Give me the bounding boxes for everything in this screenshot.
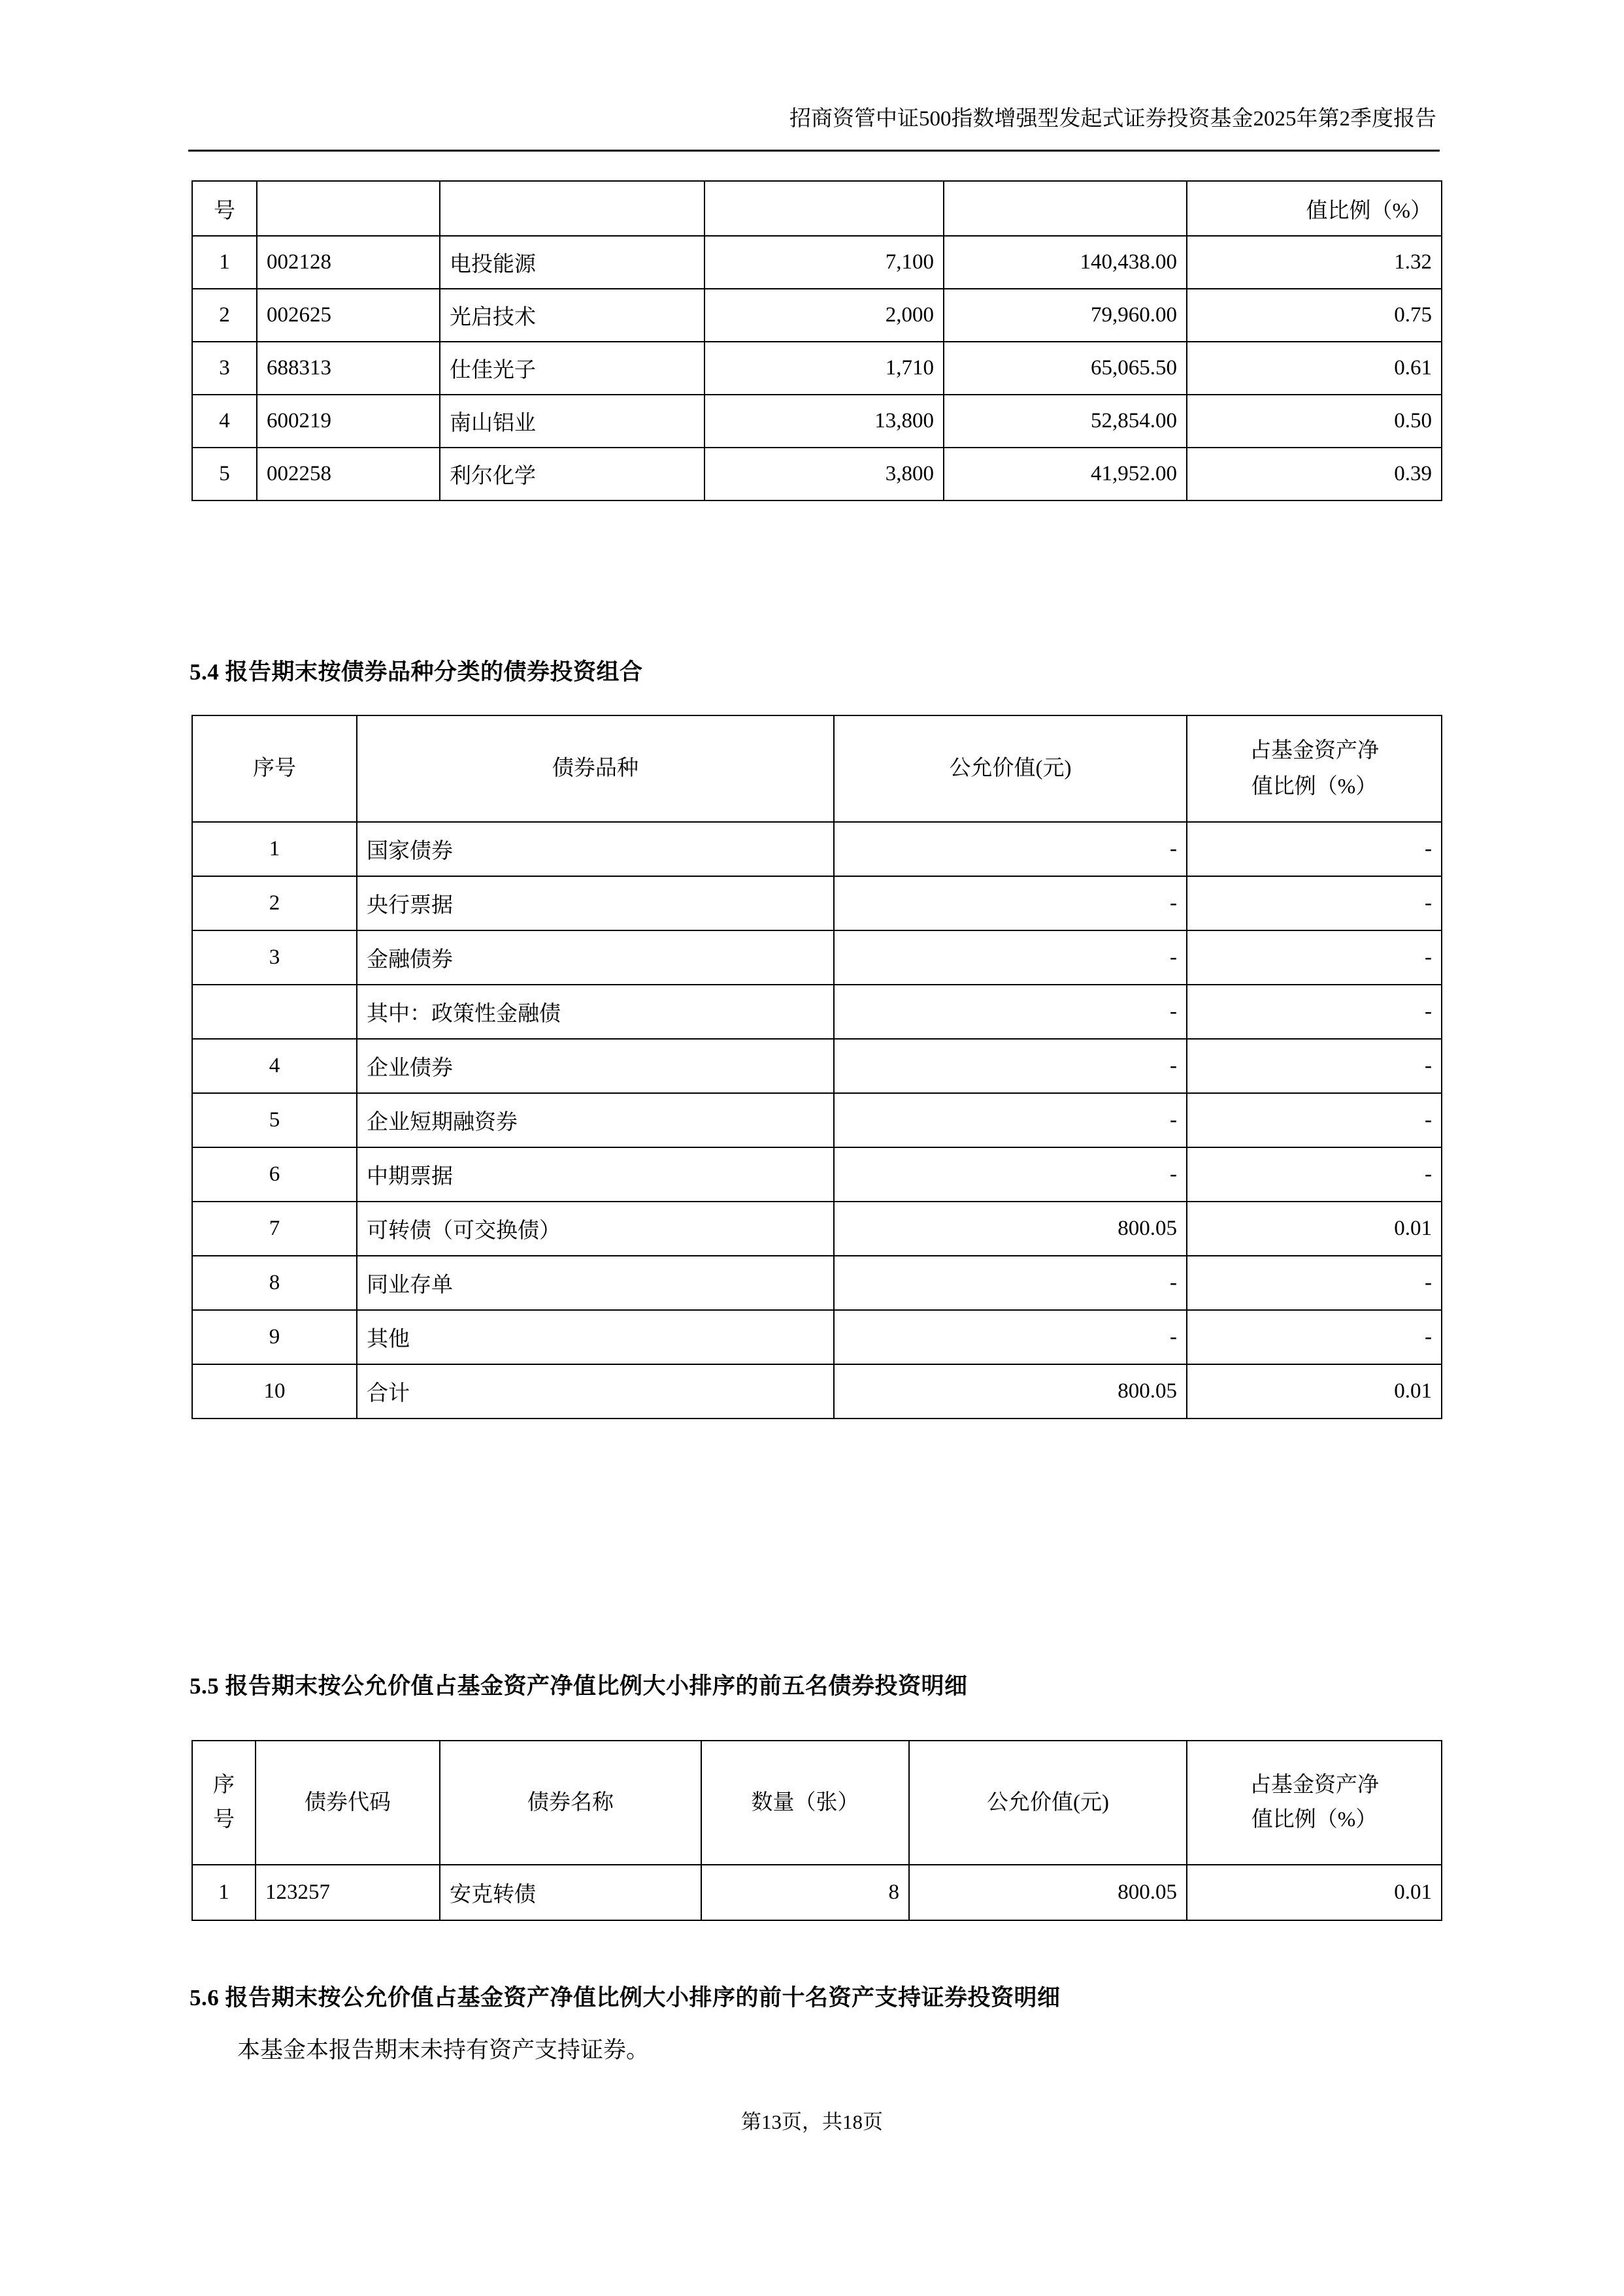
section-heading-5-5: 5.5 报告期末按公允价值占基金资产净值比例大小排序的前五名债券投资明细	[190, 1673, 968, 1699]
cell-value: 41,952.00	[944, 448, 1187, 500]
cell-qty: 8	[701, 1865, 909, 1920]
table-row	[192, 876, 1442, 930]
cell-kind: 中期票据	[357, 1147, 834, 1202]
cell-pct: 0.39	[1187, 448, 1442, 500]
table-row	[192, 1310, 1442, 1364]
cell-code: 002625	[257, 289, 440, 342]
cell-no: 9	[192, 1310, 357, 1364]
cell-value: -	[834, 1310, 1187, 1364]
cell-code: 002128	[257, 236, 440, 289]
cell-no: 5	[192, 448, 257, 500]
table-header-row	[192, 181, 1442, 236]
cell-value: -	[834, 930, 1187, 985]
cell-pct: -	[1187, 1256, 1442, 1310]
cell-pct: 0.50	[1187, 395, 1442, 448]
cell-value: 800.05	[834, 1364, 1187, 1419]
header-cell-no-line1: 序	[213, 1773, 235, 1797]
cell-code: 002258	[257, 448, 440, 500]
table-header-row	[192, 715, 1442, 822]
cell-kind: 其他	[357, 1310, 834, 1364]
cell-kind: 金融债券	[357, 930, 834, 985]
header-cell-pct: 值比例（%）	[1187, 181, 1442, 236]
header-cell-value	[944, 181, 1187, 236]
table-row	[192, 342, 1442, 395]
cell-value: -	[834, 1147, 1187, 1202]
cell-value: -	[834, 1256, 1187, 1310]
cell-value: 800.05	[834, 1202, 1187, 1256]
cell-value: -	[834, 1039, 1187, 1093]
cell-pct: -	[1187, 1310, 1442, 1364]
cell-name: 仕佳光子	[440, 342, 704, 395]
cell-no: 1	[192, 822, 357, 876]
header-cell-pct-line2: 值比例（%）	[1251, 1808, 1378, 1831]
cell-no: 6	[192, 1147, 357, 1202]
cell-no: 2	[192, 876, 357, 930]
cell-pct: -	[1187, 1147, 1442, 1202]
cell-code: 123257	[256, 1865, 440, 1920]
cell-no: 10	[192, 1364, 357, 1419]
cell-pct: 0.01	[1187, 1202, 1442, 1256]
cell-value: -	[834, 822, 1187, 876]
header-cell-pct-line1: 占基金资产净	[1250, 739, 1379, 763]
cell-no: 3	[192, 342, 257, 395]
table-row	[192, 1865, 1442, 1920]
header-cell-qty	[704, 181, 944, 236]
header-cell-name	[440, 181, 704, 236]
cell-pct: -	[1187, 930, 1442, 985]
header-cell-pct-line2: 值比例（%）	[1251, 774, 1378, 798]
header-cell-pct	[1187, 715, 1442, 822]
cell-qty: 13,800	[704, 395, 944, 448]
cell-no: 4	[192, 1039, 357, 1093]
cell-value: 52,854.00	[944, 395, 1187, 448]
table-row	[192, 1093, 1442, 1147]
header-cell-value: 公允价值(元)	[834, 715, 1187, 822]
header-cell-qty: 数量（张）	[701, 1741, 909, 1865]
cell-pct: -	[1187, 876, 1442, 930]
header-cell-code	[257, 181, 440, 236]
cell-no: 2	[192, 289, 257, 342]
page-number-footer: 第13页，共18页	[741, 2110, 883, 2133]
cell-kind: 其中：政策性金融债	[357, 985, 834, 1039]
cell-pct: 1.32	[1187, 236, 1442, 289]
table-row	[192, 1256, 1442, 1310]
cell-pct: -	[1187, 1039, 1442, 1093]
cell-kind: 同业存单	[357, 1256, 834, 1310]
cell-pct: 0.01	[1187, 1364, 1442, 1419]
cell-no: 1	[192, 1865, 256, 1920]
cell-value: 800.05	[909, 1865, 1187, 1920]
cell-kind: 企业短期融资券	[357, 1093, 834, 1147]
table-row	[192, 1364, 1442, 1419]
cell-code: 600219	[257, 395, 440, 448]
header-cell-no-line2: 号	[213, 1808, 235, 1831]
table-row	[192, 1202, 1442, 1256]
cell-pct: -	[1187, 822, 1442, 876]
cell-qty: 1,710	[704, 342, 944, 395]
top-holdings-table	[191, 180, 1442, 501]
cell-kind: 可转债（可交换债）	[357, 1202, 834, 1256]
cell-pct: -	[1187, 985, 1442, 1039]
table-row	[192, 930, 1442, 985]
table-row	[192, 822, 1442, 876]
cell-name: 光启技术	[440, 289, 704, 342]
cell-pct: 0.75	[1187, 289, 1442, 342]
cell-pct: 0.61	[1187, 342, 1442, 395]
cell-name: 南山铝业	[440, 395, 704, 448]
cell-no: 8	[192, 1256, 357, 1310]
table-row	[192, 985, 1442, 1039]
cell-qty: 7,100	[704, 236, 944, 289]
cell-no: 1	[192, 236, 257, 289]
cell-kind: 央行票据	[357, 876, 834, 930]
header-cell-no: 序号	[192, 715, 357, 822]
table-row	[192, 395, 1442, 448]
header-cell-no	[192, 1741, 256, 1865]
header-cell-no: 号	[192, 181, 257, 236]
table-header-row	[192, 1741, 1442, 1865]
cell-qty: 3,800	[704, 448, 944, 500]
cell-qty: 2,000	[704, 289, 944, 342]
cell-pct: -	[1187, 1093, 1442, 1147]
cell-kind: 企业债券	[357, 1039, 834, 1093]
cell-kind: 合计	[357, 1364, 834, 1419]
section-heading-5-4: 5.4 报告期末按债券品种分类的债券投资组合	[190, 659, 643, 685]
table-row	[192, 448, 1442, 500]
running-header-title: 招商资管中证500指数增强型发起式证券投资基金2025年第2季度报告	[789, 107, 1436, 131]
cell-value: -	[834, 1093, 1187, 1147]
table-row	[192, 236, 1442, 289]
header-rule	[188, 150, 1440, 152]
cell-pct: 0.01	[1187, 1865, 1442, 1920]
cell-no: 3	[192, 930, 357, 985]
table-row	[192, 1039, 1442, 1093]
header-cell-value: 公允价值(元)	[909, 1741, 1187, 1865]
cell-no: 4	[192, 395, 257, 448]
table-row	[192, 1147, 1442, 1202]
section-5-6-body-text: 本基金本报告期末未持有资产支持证券。	[237, 2037, 650, 2063]
cell-name: 电投能源	[440, 236, 704, 289]
cell-no	[192, 985, 357, 1039]
cell-value: 79,960.00	[944, 289, 1187, 342]
cell-no: 7	[192, 1202, 357, 1256]
header-cell-pct	[1187, 1741, 1442, 1865]
header-cell-code: 债券代码	[256, 1741, 440, 1865]
cell-name: 安克转债	[440, 1865, 701, 1920]
header-cell-pct-line1: 占基金资产净	[1250, 1773, 1379, 1797]
cell-kind: 国家债券	[357, 822, 834, 876]
section-heading-5-6: 5.6 报告期末按公允价值占基金资产净值比例大小排序的前十名资产支持证券投资明细	[190, 1985, 1061, 2010]
cell-value: 65,065.50	[944, 342, 1187, 395]
top-bond-holdings-table	[191, 1740, 1442, 1921]
cell-value: -	[834, 985, 1187, 1039]
cell-value: -	[834, 876, 1187, 930]
header-cell-name: 债券名称	[440, 1741, 701, 1865]
header-cell-kind: 债券品种	[357, 715, 834, 822]
cell-no: 5	[192, 1093, 357, 1147]
cell-name: 利尔化学	[440, 448, 704, 500]
cell-code: 688313	[257, 342, 440, 395]
cell-value: 140,438.00	[944, 236, 1187, 289]
bond-type-table	[191, 715, 1442, 1419]
table-row	[192, 289, 1442, 342]
